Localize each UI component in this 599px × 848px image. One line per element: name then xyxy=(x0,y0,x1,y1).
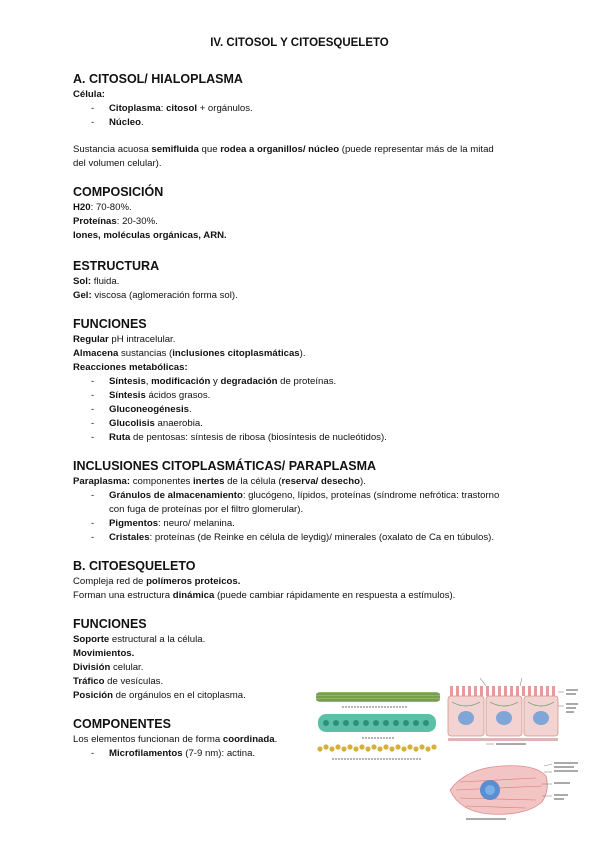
section-heading-funciones: FUNCIONES xyxy=(73,317,147,331)
list-item: - Cristales: proteínas (de Reinke en célula de leydig)/ minerales (oxalato de Ca en túbulos). xyxy=(91,532,495,543)
funciones-regular: Regular pH intracelular. xyxy=(73,334,176,345)
microtubule-illustration xyxy=(318,714,436,732)
section-heading-estructura: ESTRUCTURA xyxy=(73,259,160,273)
list-item: - Microfilamentos (7-9 nm): actina. xyxy=(91,748,256,759)
migrating-cell-figure xyxy=(446,756,580,822)
list-item: - Núcleo. xyxy=(91,117,144,128)
inclusiones-paraplasma: Paraplasma: componentes inertes de la célula (reserva/ desecho). xyxy=(73,476,366,487)
componentes-line1: Los elementos funcionan de forma coordinada. xyxy=(73,734,278,745)
section-heading-inclusiones: INCLUSIONES CITOPLASMÁTICAS/ PARAPLASMA xyxy=(73,459,377,473)
filament-types-figure xyxy=(312,686,444,764)
page-title: IV. CITOSOL Y CITOESQUELETO xyxy=(210,37,389,49)
intermediate-filament-illustration xyxy=(316,692,440,702)
funciones2-trafico: Tráfico de vesículas. xyxy=(73,676,164,687)
citosol-description-line2: del volumen celular). xyxy=(73,158,162,169)
list-item: - Gránulos de almacenamiento: glucógeno, lípidos, proteínas (síndrome nefrótica: trastorno xyxy=(91,490,500,501)
epithelial-cells-figure xyxy=(446,672,580,752)
microvilli-illustration xyxy=(450,686,555,696)
funciones-reacciones: Reacciones metabólicas: xyxy=(73,362,188,373)
citoesqueleto-line2: Forman una estructura dinámica (puede cambiar rápidamente en respuesta a estímulos). xyxy=(73,590,456,601)
basal-lamina-illustration xyxy=(448,738,558,741)
list-item: - Pigmentos: neuro/ melanina. xyxy=(91,518,235,529)
composicion-proteinas: Proteínas: 20-30%. xyxy=(73,216,158,227)
list-item: - Glucolisis anaerobia. xyxy=(91,418,203,429)
list-item: - Síntesis ácidos grasos. xyxy=(91,390,211,401)
list-item-continuation: con fuga de proteínas por el filtro glomerular). xyxy=(109,504,304,515)
composicion-h2o: H20: 70-80%. xyxy=(73,202,132,213)
citosol-description: Sustancia acuosa semifluida que rodea a organillos/ núcleo (puede representar más de la mitad xyxy=(73,144,494,155)
list-item: - Ruta de pentosas: síntesis de ribosa (biosíntesis de nucleótidos). xyxy=(91,432,387,443)
section-heading-citoesqueleto: B. CITOESQUELETO xyxy=(73,559,196,573)
cell-bodies-illustration xyxy=(448,696,558,736)
funciones2-posicion: Posición de orgánulos en el citoplasma. xyxy=(73,690,246,701)
celula-label: Célula: xyxy=(73,89,105,100)
funciones2-soporte: Soporte estructural a la célula. xyxy=(73,634,206,645)
estructura-sol: Sol: fluida. xyxy=(73,276,120,287)
citoesqueleto-line1: Compleja red de polímeros proteicos. xyxy=(73,576,241,587)
section-heading-composicion: COMPOSICIÓN xyxy=(73,185,164,199)
funciones-almacena: Almacena sustancias (inclusiones citoplasmáticas). xyxy=(73,348,306,359)
funciones2-division: División celular. xyxy=(73,662,144,673)
section-heading-funciones-2: FUNCIONES xyxy=(73,617,147,631)
list-item: - Síntesis, modificación y degradación de proteínas. xyxy=(91,376,337,387)
estructura-gel: Gel: viscosa (aglomeración forma sol). xyxy=(73,290,238,301)
section-heading-citosol: A. CITOSOL/ HIALOPLASMA xyxy=(73,72,243,86)
composicion-iones: Iones, moléculas orgánicas, ARN. xyxy=(73,230,227,241)
actin-filament-illustration xyxy=(317,744,436,751)
list-item: - Citoplasma: citosol + orgánulos. xyxy=(91,103,253,114)
section-heading-componentes: COMPONENTES xyxy=(73,717,171,731)
list-item: - Gluconeogénesis. xyxy=(91,404,192,415)
funciones2-movimientos: Movimientos. xyxy=(73,648,135,659)
